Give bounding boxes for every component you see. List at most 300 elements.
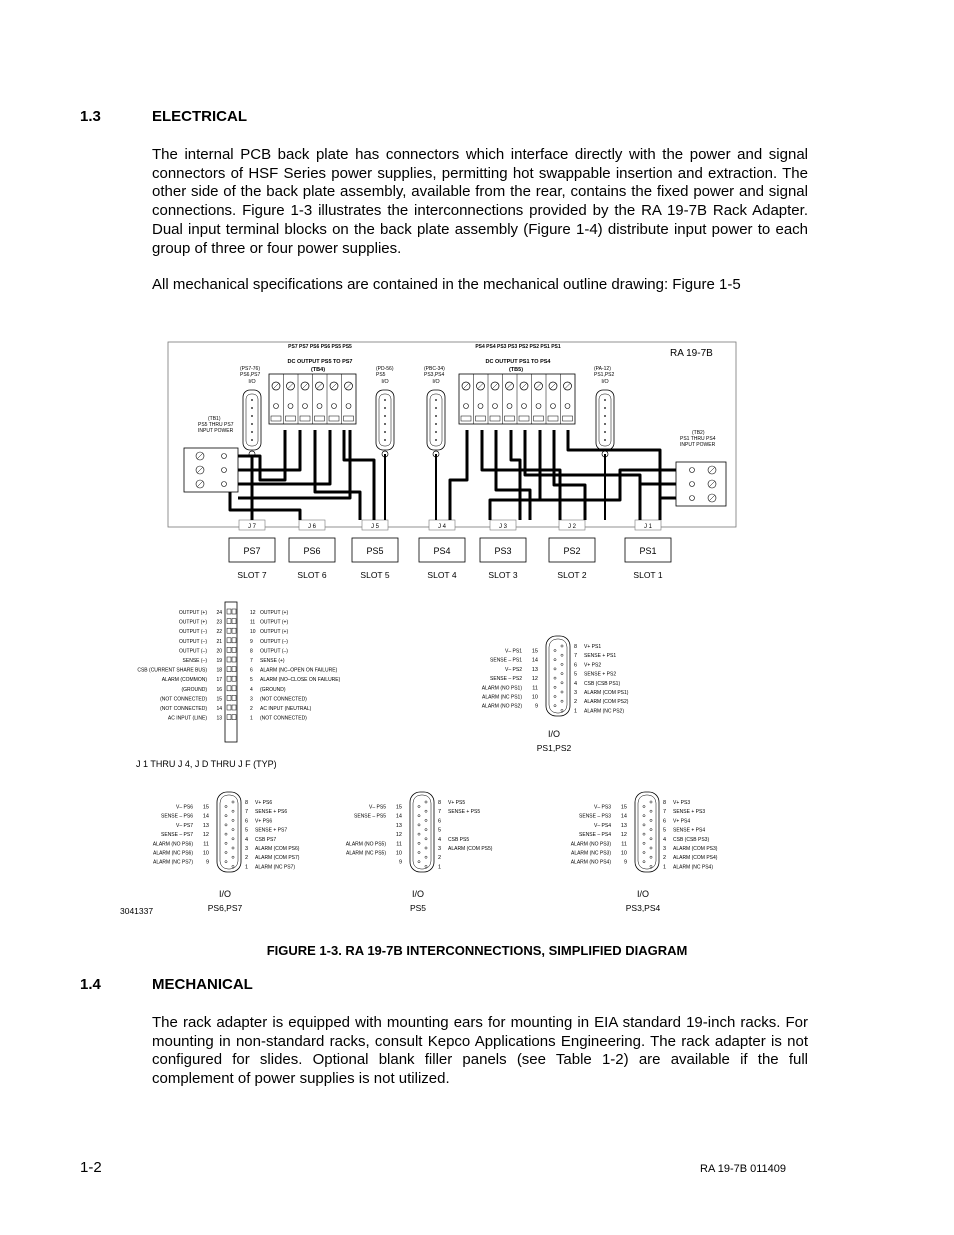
io-pin-label: CSB (CSB PS1) bbox=[584, 680, 621, 687]
j-pin bbox=[227, 638, 231, 643]
io-pin bbox=[225, 815, 227, 817]
j-pin-label: ALARM (NC–OPEN ON FAILURE) bbox=[260, 667, 338, 674]
io-pin-number: 15 bbox=[620, 804, 627, 811]
io-caption: PS5 bbox=[409, 903, 427, 913]
slot-label: SLOT 1 bbox=[633, 570, 663, 580]
j-pin-label: OUTPUT (–) bbox=[260, 638, 288, 645]
io-pin bbox=[232, 819, 234, 821]
io-pin bbox=[225, 805, 227, 807]
db-pin bbox=[604, 399, 606, 401]
terminal-tag bbox=[563, 416, 573, 421]
io-pin-label: V+ PS4 bbox=[673, 818, 691, 825]
io-pin-label: V+ PS3 bbox=[673, 800, 691, 806]
j-pin-number: 12 bbox=[250, 610, 256, 616]
terminal-hole bbox=[346, 404, 351, 409]
db-pin bbox=[604, 431, 606, 433]
io-pin bbox=[561, 663, 563, 665]
io-pin-label: ALARM (NC PS7) bbox=[255, 864, 296, 871]
io-pin-number: 11 bbox=[203, 841, 209, 848]
j-pin-label: (NOT CONNECTED) bbox=[260, 715, 307, 722]
terminal-hole bbox=[464, 404, 469, 409]
terminal-tag bbox=[490, 416, 500, 421]
io-pin bbox=[425, 838, 427, 840]
j-pin-number: 1 bbox=[250, 715, 253, 722]
io-caption: I/O bbox=[636, 889, 650, 899]
j-pin bbox=[227, 667, 231, 672]
io-pin bbox=[425, 829, 427, 831]
io-pin bbox=[232, 856, 234, 858]
io-pin-number: 6 bbox=[438, 818, 442, 825]
j-pin-number: 10 bbox=[250, 629, 256, 636]
io-pin-number: 6 bbox=[663, 818, 667, 825]
io-pin-label: V– PS6 bbox=[176, 804, 193, 811]
io-pin-number: 8 bbox=[663, 800, 667, 806]
io-pin-label: ALARM (NC PS5) bbox=[345, 850, 386, 857]
io-pin-number: 12 bbox=[531, 676, 538, 683]
io-pin-number: 3 bbox=[574, 690, 578, 696]
db-pin bbox=[435, 431, 437, 433]
j-pin-label: SENSE (+) bbox=[260, 658, 285, 664]
io-pin-label: CSB PS7 bbox=[255, 836, 277, 843]
j-pin bbox=[227, 647, 231, 652]
io-pin-number: 4 bbox=[438, 836, 442, 843]
j-pin-label: OUTPUT (+) bbox=[260, 629, 289, 636]
tb1-block bbox=[184, 448, 238, 492]
db-pin bbox=[384, 423, 386, 425]
io-pin-label: V+ PS5 bbox=[448, 800, 466, 806]
io-pin bbox=[225, 842, 227, 844]
io-pin-number: 15 bbox=[202, 804, 209, 811]
io-pin bbox=[425, 810, 427, 812]
io-pin-number: 11 bbox=[396, 841, 402, 848]
tb4-header: (TB4) bbox=[310, 367, 326, 373]
j-pin bbox=[227, 705, 231, 710]
io-pin-label: ALARM (NC PS2) bbox=[584, 708, 625, 715]
paragraph: All mechanical specifications are contained in the mechanical outline drawing: Figure 1-5 bbox=[152, 276, 741, 293]
screw-slot bbox=[197, 467, 203, 473]
io-pin-label: ALARM (COM PS3) bbox=[673, 846, 718, 852]
ps-label: PS4 bbox=[433, 546, 451, 556]
screw-slot bbox=[492, 383, 498, 389]
io-pin-number: 8 bbox=[245, 800, 249, 806]
io-pin-number: 14 bbox=[202, 813, 209, 820]
screw-slot bbox=[273, 383, 279, 389]
io-pin-number: 5 bbox=[245, 827, 249, 834]
j-pin-label: (GROUND) bbox=[260, 686, 286, 693]
io-label: I/O bbox=[381, 379, 389, 385]
io-pin bbox=[650, 801, 652, 803]
screw-slot bbox=[317, 383, 323, 389]
j-pin-number: 4 bbox=[250, 686, 253, 693]
db15-body bbox=[217, 792, 241, 872]
terminal-hole bbox=[317, 404, 322, 409]
paragraph: The internal PCB back plate has connectors which interface directly with the power and signal connectors of HSF Series power supplies, permitting hot swappable insertion and extraction. The other side of the back plate assembly, available from the rear, contains the fixed power and signal connections. Figure 1-3 illustrates the interconnections provided by the RA 19-7B Rack Adapter. Dual input terminal blocks on the back plate assembly (Figure 1-4) distribute input power to each group of three or four power supplies. bbox=[152, 146, 808, 257]
db-pin bbox=[251, 407, 253, 409]
io-pin bbox=[561, 709, 563, 711]
io-pin-label: CSB (CSB PS3) bbox=[673, 836, 710, 843]
screw-slot bbox=[521, 383, 527, 389]
io-pin-number: 10 bbox=[395, 850, 402, 857]
io-pin bbox=[418, 805, 420, 807]
io-pin-label: ALARM (COM PS4) bbox=[673, 855, 718, 862]
terminal-tag bbox=[519, 416, 529, 421]
slot-label: SLOT 7 bbox=[237, 570, 267, 580]
io-pin bbox=[643, 815, 645, 817]
io-pin-label: SENSE + PS5 bbox=[448, 809, 481, 816]
io-pin-label: SENSE + PS1 bbox=[584, 653, 617, 660]
io-pin-number: 2 bbox=[245, 855, 249, 862]
terminal-hole bbox=[303, 404, 308, 409]
terminal-tag bbox=[329, 416, 339, 421]
io-pin bbox=[418, 824, 420, 826]
io-label: (PA-12) bbox=[594, 366, 611, 372]
j-pin-number: 18 bbox=[216, 667, 222, 674]
section-title: MECHANICAL bbox=[152, 976, 253, 993]
db-connector bbox=[430, 394, 442, 446]
io-pin bbox=[650, 829, 652, 831]
db-pin bbox=[435, 423, 437, 425]
db-pin bbox=[251, 439, 253, 441]
io-pin-number: 1 bbox=[663, 864, 667, 871]
wire bbox=[450, 430, 467, 520]
io-pin-number: 12 bbox=[395, 832, 402, 839]
db-connector bbox=[246, 394, 258, 446]
io-pin bbox=[225, 851, 227, 853]
tb5-header: (TB5) bbox=[508, 367, 524, 373]
j-pin-label: ALARM (COMMON) bbox=[161, 677, 207, 684]
io-pin-label: SENSE + PS2 bbox=[584, 671, 617, 678]
io-pin-number: 3 bbox=[245, 846, 249, 852]
io-pin bbox=[418, 815, 420, 817]
io-pin bbox=[418, 842, 420, 844]
screw-slot bbox=[709, 467, 715, 473]
j-pin-label: OUTPUT (+) bbox=[178, 610, 207, 616]
io-pin-label: ALARM (NC PS3) bbox=[570, 850, 611, 857]
io-pin bbox=[225, 824, 227, 826]
io-pin-number: 13 bbox=[202, 822, 209, 829]
db-pin bbox=[384, 439, 386, 441]
j-pin-label: OUTPUT (–) bbox=[260, 648, 288, 655]
io-pin bbox=[232, 829, 234, 831]
j-pin-label: OUTPUT (+) bbox=[260, 619, 289, 626]
j-pin-number: 20 bbox=[216, 648, 222, 655]
j-pin-label: OUTPUT (+) bbox=[178, 619, 207, 626]
terminal-tag bbox=[476, 416, 486, 421]
j-pin-label: OUTPUT (–) bbox=[179, 629, 207, 636]
db-pin bbox=[251, 431, 253, 433]
io-pin-label: ALARM (NO PS1) bbox=[481, 685, 522, 692]
io-pin-label: ALARM (NC PS6) bbox=[152, 850, 193, 857]
io-pin-label: V+ PS2 bbox=[584, 662, 602, 669]
io-pin-label: V– PS5 bbox=[369, 804, 386, 811]
terminal-tag bbox=[534, 416, 544, 421]
j-pin-number: 13 bbox=[216, 715, 222, 722]
screw-slot bbox=[288, 383, 294, 389]
io-caption: I/O bbox=[218, 889, 232, 899]
db-pin bbox=[435, 439, 437, 441]
terminal-hole bbox=[274, 404, 279, 409]
io-pin bbox=[425, 856, 427, 858]
io-pin bbox=[232, 847, 234, 849]
io-pin bbox=[650, 865, 652, 867]
io-pin-number: 10 bbox=[620, 850, 627, 857]
screw-slot bbox=[346, 383, 352, 389]
rack-label: RA 19-7B bbox=[670, 348, 713, 359]
io-pin-label: V– PS1 bbox=[505, 648, 522, 655]
io-pin-number: 15 bbox=[395, 804, 402, 811]
terminal-tag bbox=[344, 416, 354, 421]
io-pin-label: ALARM (COM PS6) bbox=[255, 846, 300, 852]
io-pin-number: 7 bbox=[574, 653, 578, 660]
j-pin bbox=[232, 638, 236, 643]
j-pin bbox=[227, 676, 231, 681]
io-pin bbox=[232, 865, 234, 867]
screw-slot bbox=[302, 383, 308, 389]
io-pin-number: 1 bbox=[574, 708, 578, 715]
io-pin-number: 5 bbox=[438, 827, 442, 834]
tb2-label: (TB2) bbox=[692, 430, 705, 436]
j-pin bbox=[232, 695, 236, 700]
io-pin bbox=[554, 677, 556, 679]
io-pin-number: 13 bbox=[531, 666, 538, 673]
io-pin bbox=[650, 856, 652, 858]
j-pin-label: AC INPUT (LINE) bbox=[167, 715, 207, 722]
db-pin bbox=[604, 407, 606, 409]
j-pin-number: 24 bbox=[216, 610, 222, 616]
io-pin-number: 4 bbox=[663, 836, 667, 843]
slot-label: SLOT 5 bbox=[360, 570, 390, 580]
io-pin bbox=[561, 673, 563, 675]
j-pin-number: 6 bbox=[250, 667, 253, 674]
terminal-hole bbox=[507, 404, 512, 409]
terminal-hole bbox=[332, 404, 337, 409]
j-pin bbox=[232, 609, 236, 614]
j-pin-number: 21 bbox=[216, 638, 222, 645]
io-pin-label: V– PS4 bbox=[594, 822, 611, 829]
terminal-hole bbox=[222, 482, 227, 487]
ps-label: PS1 bbox=[639, 546, 657, 556]
j-pin bbox=[227, 619, 231, 624]
j-pin bbox=[232, 676, 236, 681]
io-pin-label: SENSE + PS6 bbox=[255, 809, 288, 816]
io-pin bbox=[554, 695, 556, 697]
io-pin-number: 7 bbox=[663, 809, 667, 816]
db15-body bbox=[635, 792, 659, 872]
paragraph: The rack adapter is equipped with mounting ears for mounting in EIA standard 19-inch racks. For mounting in non-standard racks, consult Kepco Applications Engineering. The rack adapter is not configured for slides. Optional blank filler panels (see Table 1-2) are available if the full complement of power supplies is not utilized. bbox=[152, 1014, 808, 1088]
io-pin-label: SENSE + PS3 bbox=[673, 809, 706, 816]
terminal-hole bbox=[288, 404, 293, 409]
j-pin bbox=[227, 609, 231, 614]
io-pin-label: CSB PS5 bbox=[448, 836, 470, 843]
io-pin-number: 7 bbox=[245, 809, 249, 816]
section-number: 1.3 bbox=[80, 108, 101, 125]
io-pin-label: ALARM (COM PS7) bbox=[255, 855, 300, 862]
j-pin bbox=[232, 667, 236, 672]
io-pin-number: 13 bbox=[620, 822, 627, 829]
io-pin-number: 2 bbox=[574, 699, 578, 706]
io-pin-label: SENSE – PS1 bbox=[490, 657, 522, 664]
j-pin bbox=[232, 657, 236, 662]
io-label: (PS7-76) bbox=[240, 366, 261, 372]
wire bbox=[511, 430, 520, 520]
jack-label: J 2 bbox=[567, 524, 577, 530]
screw-slot bbox=[463, 383, 469, 389]
db-pin bbox=[384, 415, 386, 417]
ps-label: PS6 bbox=[303, 546, 321, 556]
slot-label: SLOT 3 bbox=[488, 570, 518, 580]
io-pin-label: ALARM (COM PS1) bbox=[584, 690, 629, 696]
j-pin-label: OUTPUT (+) bbox=[260, 610, 289, 616]
io-pin bbox=[225, 833, 227, 835]
io-pin bbox=[643, 842, 645, 844]
io-pin-label: SENSE – PS6 bbox=[161, 813, 193, 820]
io-pin-number: 3 bbox=[438, 846, 442, 852]
io-pin bbox=[418, 833, 420, 835]
db-pin bbox=[251, 399, 253, 401]
terminal-tag bbox=[271, 416, 281, 421]
db15-body bbox=[220, 795, 238, 869]
io-pin-number: 8 bbox=[574, 644, 578, 650]
screw-slot bbox=[197, 453, 203, 459]
drawing-number: 3041337 bbox=[120, 906, 154, 916]
screw-slot bbox=[565, 383, 571, 389]
io-label: PS5 bbox=[376, 372, 386, 378]
j-pin-number: 23 bbox=[216, 619, 222, 626]
j-pin-number: 11 bbox=[250, 619, 256, 626]
io-pin bbox=[225, 861, 227, 863]
io-pin bbox=[425, 801, 427, 803]
db-pin bbox=[435, 407, 437, 409]
j-pin-number: 9 bbox=[250, 638, 253, 645]
j-pin-number: 2 bbox=[250, 706, 253, 712]
io-pin bbox=[561, 682, 563, 684]
section-title: ELECTRICAL bbox=[152, 108, 247, 125]
terminal-hole bbox=[690, 482, 695, 487]
jack-label: J 5 bbox=[370, 524, 380, 530]
io-pin bbox=[232, 801, 234, 803]
io-pin bbox=[643, 851, 645, 853]
j-pin-label: CSB (CURRENT SHARE BUS) bbox=[137, 667, 207, 674]
io-pin-label: SENSE + PS4 bbox=[673, 827, 706, 834]
io-pin bbox=[418, 861, 420, 863]
jack-label: J 1 bbox=[643, 524, 653, 530]
io-pin-number: 7 bbox=[438, 809, 442, 816]
page-number: 1-2 bbox=[80, 1159, 102, 1176]
io-pin-label: V+ PS1 bbox=[584, 644, 602, 650]
io-pin-label: SENSE – PS4 bbox=[579, 832, 611, 839]
screw-slot bbox=[478, 383, 484, 389]
io-caption: PS1,PS2 bbox=[536, 743, 572, 753]
db-pin bbox=[435, 399, 437, 401]
io-pin-number: 14 bbox=[620, 813, 627, 820]
io-pin bbox=[232, 810, 234, 812]
io-pin-number: 2 bbox=[663, 855, 667, 862]
io-pin-label: ALARM (NO PS5) bbox=[345, 841, 386, 848]
io-label: PS1,PS2 bbox=[594, 372, 615, 378]
j-pin-label: ALARM (NO–CLOSE ON FAILURE) bbox=[260, 677, 341, 684]
terminal-hole bbox=[565, 404, 570, 409]
screw-slot bbox=[331, 383, 337, 389]
io-pin-number: 6 bbox=[574, 662, 578, 669]
io-label: I/O bbox=[601, 379, 609, 385]
io-pin-number: 11 bbox=[621, 841, 627, 848]
tb2-block bbox=[676, 462, 726, 506]
j-pin bbox=[227, 686, 231, 691]
tb4-header: DC OUTPUT PS5 TO PS7 bbox=[287, 359, 353, 365]
io-label: (PD-56) bbox=[376, 366, 394, 372]
tb2-label: PS1 THRU PS4 bbox=[680, 436, 716, 442]
interconnection-figure bbox=[0, 330, 954, 930]
jack-label: J 4 bbox=[437, 524, 447, 530]
terminal-hole bbox=[551, 404, 556, 409]
io-pin bbox=[554, 649, 556, 651]
db15-body bbox=[638, 795, 656, 869]
io-pin-number: 8 bbox=[438, 800, 442, 806]
terminal-hole bbox=[690, 468, 695, 473]
j-pin bbox=[232, 628, 236, 633]
io-pin bbox=[643, 824, 645, 826]
io-pin-number: 5 bbox=[663, 827, 667, 834]
io-pin-number: 10 bbox=[202, 850, 209, 857]
j-pin-label: OUTPUT (–) bbox=[179, 638, 207, 645]
db-pin bbox=[384, 407, 386, 409]
ps-label: PS5 bbox=[366, 546, 384, 556]
screw-slot bbox=[536, 383, 542, 389]
j-pin bbox=[232, 619, 236, 624]
io-pin-label: V+ PS6 bbox=[255, 818, 273, 825]
j-pin-number: 17 bbox=[216, 677, 222, 684]
j-pin-label: (GROUND) bbox=[181, 686, 207, 693]
terminal-hole bbox=[690, 496, 695, 501]
io-pin bbox=[425, 819, 427, 821]
io-pin-number: 15 bbox=[531, 648, 538, 655]
io-pin bbox=[554, 686, 556, 688]
io-caption: I/O bbox=[547, 729, 561, 739]
io-pin-label: V+ PS6 bbox=[255, 800, 273, 806]
io-pin-number: 10 bbox=[531, 694, 538, 701]
terminal-hole bbox=[222, 454, 227, 459]
io-pin bbox=[418, 851, 420, 853]
io-pin-label: SENSE – PS5 bbox=[354, 813, 386, 820]
io-pin-label: V– PS3 bbox=[594, 804, 611, 811]
slot-label: SLOT 4 bbox=[427, 570, 457, 580]
db-pin bbox=[384, 431, 386, 433]
io-pin-label: SENSE + PS7 bbox=[255, 827, 288, 834]
wire bbox=[525, 430, 640, 520]
slot-label: SLOT 6 bbox=[297, 570, 327, 580]
j-pin-label: SENSE (–) bbox=[182, 658, 207, 664]
db15-body bbox=[549, 639, 567, 713]
io-pin bbox=[561, 700, 563, 702]
section-number: 1.4 bbox=[80, 976, 101, 993]
io-pin-number: 3 bbox=[663, 846, 667, 852]
io-pin-number: 11 bbox=[532, 685, 538, 692]
io-pin-label: SENSE – PS2 bbox=[490, 676, 522, 683]
io-pin bbox=[554, 705, 556, 707]
io-pin bbox=[643, 833, 645, 835]
io-pin-number: 9 bbox=[623, 859, 627, 866]
wire bbox=[238, 430, 285, 480]
tb4-header: PS7 PS7 PS6 PS6 PS5 PS5 bbox=[288, 344, 352, 350]
io-pin-number: 1 bbox=[438, 864, 442, 871]
db-connector bbox=[243, 390, 261, 450]
wire bbox=[315, 430, 360, 520]
tb5-header: PS4 PS4 PS3 PS3 PS2 PS2 PS1 PS1 bbox=[475, 344, 561, 350]
io-pin-label: ALARM (NC PS7) bbox=[152, 859, 193, 866]
j-pin bbox=[227, 657, 231, 662]
screw-slot bbox=[709, 495, 715, 501]
io-pin bbox=[425, 865, 427, 867]
